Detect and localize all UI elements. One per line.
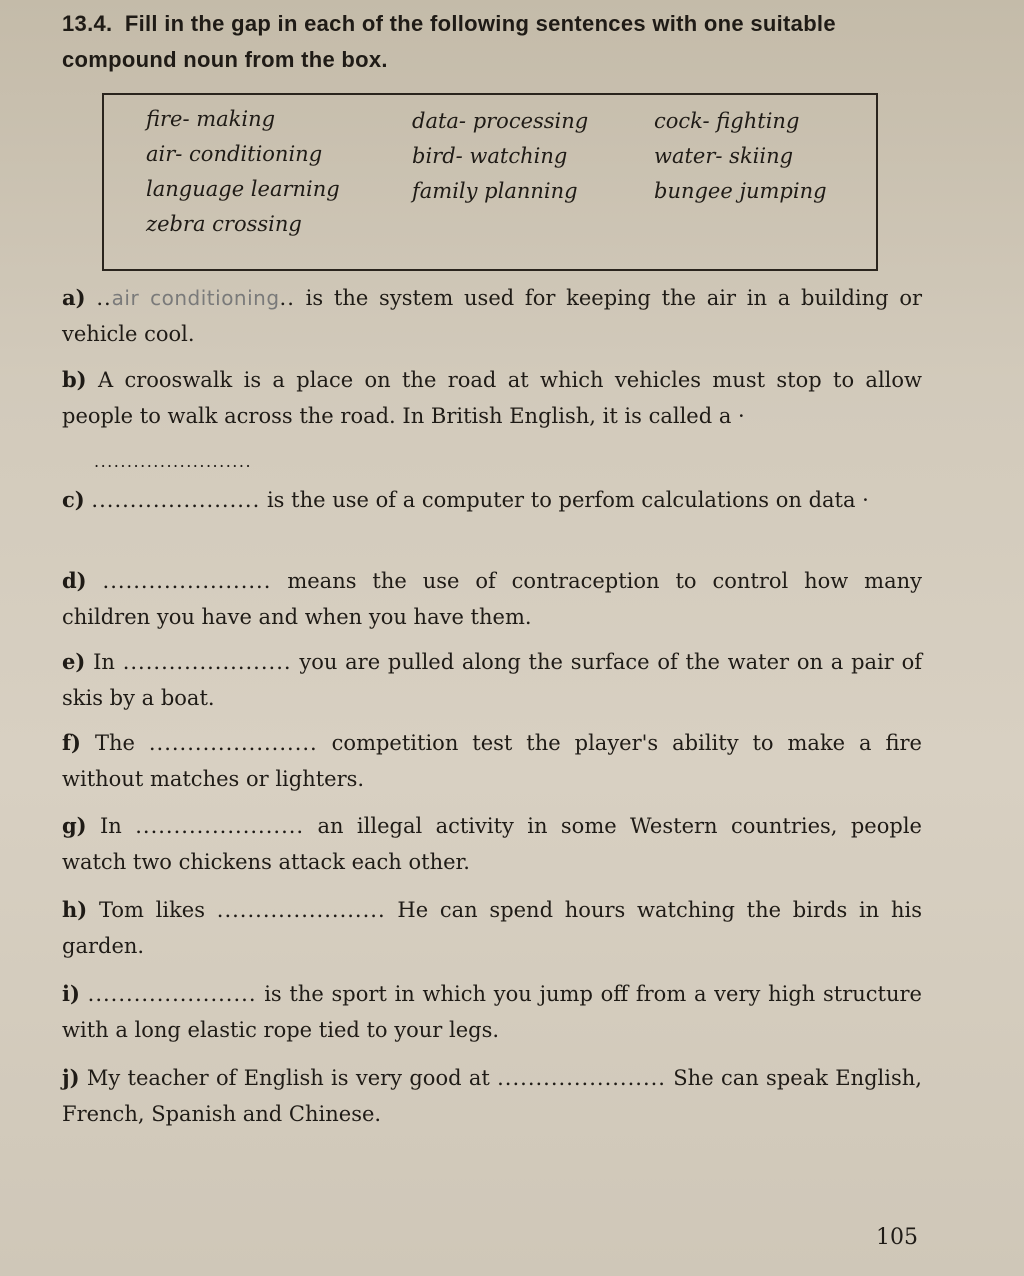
answer-blank[interactable]: ...................... [102,569,272,593]
question-h [62,892,922,964]
question-text: an illegal activity in some Western countries, people watch two chickens attack each other. [62,814,922,874]
exercise-number: 13.4. [62,11,113,36]
word-box-item: bungee jumping [654,179,827,203]
question-label: h) [62,897,88,922]
question-text-before: The [94,731,135,755]
answer-blank[interactable]: ...................... [87,982,257,1006]
answer-blank-line[interactable]: ........................ [94,452,253,471]
answer-blank[interactable]: ...................... [497,1066,666,1090]
question-label: g) [62,813,87,838]
question-j [62,1060,922,1132]
exercise-instruction: Fill in the gap in each of the following sentences with one suitable compound noun from the box. [62,11,836,72]
question-label: i) [62,981,80,1006]
handwritten-answer: air conditioning [111,286,280,310]
word-box-item: family planning [412,179,578,203]
answer-blank[interactable]: ...................... [216,898,386,922]
question-label: d) [62,568,87,593]
word-box-item: air- conditioning [146,142,323,166]
question-label: f) [62,730,81,755]
question-a [62,280,922,352]
answer-blank[interactable]: ...................... [91,488,261,512]
word-box-item: fire- making [146,107,276,131]
question-text-before: Tom likes [98,898,206,922]
question-f [62,725,922,797]
question-c [62,482,922,518]
question-text: She can speak English, French, Spanish and Chinese. [62,1066,922,1126]
question-text-before: In [93,650,115,674]
exercise-heading [62,6,922,78]
question-label: a) [62,285,86,310]
handwritten-answer-blank[interactable]: ..air conditioning.. [96,286,295,310]
question-text: is the use of a computer to perfom calculations on data · [266,488,869,512]
question-i [62,976,922,1048]
question-label: c) [62,487,85,512]
word-box-item: zebra crossing [146,212,302,236]
answer-blank[interactable]: ...................... [148,731,318,755]
word-box-item: language learning [146,177,340,201]
question-text: A crooswalk is a place on the road at which vehicles must stop to allow people to walk across the road. In British English, it is called a · [62,368,922,428]
question-label: e) [62,649,86,674]
answer-blank[interactable]: ...................... [135,814,305,838]
question-text-before: In [100,814,122,838]
question-text: competition test the player's ability to make a fire without matches or lighters. [62,731,922,791]
answer-blank[interactable]: ...................... [122,650,292,674]
question-label: j) [62,1065,80,1090]
question-d [62,563,922,635]
word-box-item: data- processing [412,109,589,133]
word-box-item: cock- fighting [654,109,800,133]
question-text: you are pulled along the surface of the water on a pair of skis by a boat. [62,650,922,710]
question-text: is the sport in which you jump off from a very high structure with a long elastic rope tied to your legs. [62,982,922,1042]
word-box-item: water- skiing [654,144,794,168]
question-text: He can spend hours watching the birds in his garden. [62,898,922,958]
page-number: 105 [876,1225,918,1250]
question-text: is the system used for keeping the air in a building or vehicle cool. [62,286,922,346]
question-text: means the use of contraception to control how many children you have and when you have them. [62,569,922,629]
question-e [62,644,922,716]
question-b [62,362,922,434]
word-box [102,93,878,271]
question-text-before: My teacher of English is very good at [86,1066,490,1090]
word-box-item: bird- watching [412,144,568,168]
question-g [62,808,922,880]
question-label: b) [62,367,87,392]
